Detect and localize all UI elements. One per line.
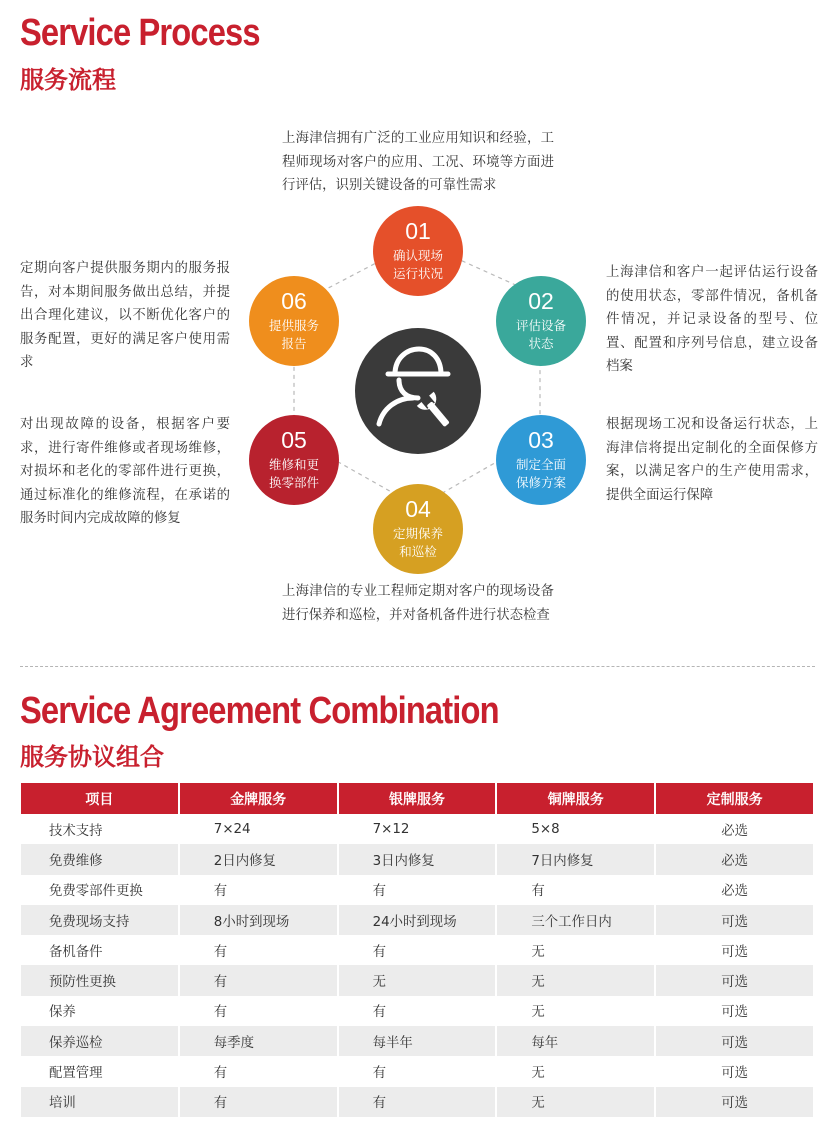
step-number: 03 [528,427,554,453]
step-06-circle [249,276,339,366]
table-cell: 有 [213,1005,228,1021]
table-cell: 培训 [21,1087,178,1117]
table-cell: 可选 [656,1087,813,1117]
table-cell: 预防性更换 [21,965,178,995]
table-cell: 免费现场支持 [21,905,178,935]
table-cell: 3日内修复 [339,844,496,874]
table-cell: 有 [372,1005,386,1021]
table-cell: 24小时到现场 [339,905,496,935]
table-row [21,875,813,905]
table-row [21,935,813,965]
step-05-circle [249,415,339,505]
table-cell: 有 [339,1087,496,1117]
table-cell: 有 [213,944,228,960]
table-cell: 三个工作日内 [497,905,654,935]
table-cell: 可选 [656,965,813,995]
step-03-description: 根据现场工况和设备运行状态，上海津信将提出定制化的全面保修方案，以满足客户的生产使用需求，提供全面运行保障 [606,417,818,503]
table-cell: 可选 [721,944,748,960]
step-04-circle [373,484,463,574]
section-title-cn: 服务流程 [20,66,116,94]
table-row [21,1056,813,1086]
table-cell: 有 [372,944,386,960]
table-row [21,814,813,844]
table-row [21,905,813,935]
table-cell: 必选 [656,844,813,874]
table-cell: 无 [531,1005,545,1021]
table-cell: 无 [497,965,654,995]
table-row [21,844,813,874]
table-cell: 无 [531,1066,545,1082]
table-cell: 技术支持 [49,823,103,839]
step-number: 02 [528,288,554,314]
table-cell: 无 [497,1087,654,1117]
table-cell: 可选 [721,1066,748,1082]
table-cell: 有 [531,884,545,900]
step-05-description: 对出现故障的设备，根据客户要求，进行寄件维修或者现场维修，对损坏和老化的零部件进行更换，通过标准化的维修流程，在承诺的服务时间内完成故障的修复 [20,417,230,527]
table-cell: 有 [180,1087,337,1117]
table-cell: 保养 [49,1005,76,1021]
table-cell: 有 [372,884,386,900]
step-label: 提供服务报告 [268,318,319,351]
table-row [21,996,813,1026]
table-cell: 必选 [721,823,748,839]
table-cell: 必选 [721,884,748,900]
table-cell: 每半年 [339,1026,496,1056]
table-cell: 免费零部件更换 [49,884,143,900]
engineer-with-wrench-icon [355,328,481,454]
table-cell: 有 [213,884,228,900]
table-cell: 7日内修复 [497,844,654,874]
table-cell: 2日内修复 [180,844,337,874]
table-cell: 配置管理 [49,1066,103,1082]
step-06-description: 定期向客户提供服务期内的服务报告，对本期间服务做出总结，并提出合理化建议，以不断优化客户的服务配置，更好的满足客户使用需求 [20,261,230,371]
step-label: 维修和更换零部件 [268,457,319,490]
table-row [21,965,813,995]
step-number: 04 [405,496,431,522]
step-number: 06 [281,288,307,314]
column-header: 定制服务 [656,783,813,814]
step-number: 01 [405,218,431,244]
agreement-title-cn: 服务协议组合 [20,743,164,771]
table-cell: 可选 [721,1005,748,1021]
step-03-circle [496,415,586,505]
table-row [21,1026,813,1056]
table-cell: 7×12 [372,821,410,837]
table-cell: 每年 [497,1026,654,1056]
step-01-circle [373,206,463,296]
table-cell: 免费维修 [21,844,178,874]
table-cell: 可选 [656,1026,813,1056]
column-header: 铜牌服务 [497,783,654,814]
table-cell: 无 [339,965,496,995]
table-cell: 可选 [656,905,813,935]
agreement-title-en: Service Agreement Combination [20,690,499,732]
table-header-row [21,783,813,814]
table-cell: 有 [180,965,337,995]
step-number: 05 [281,427,307,453]
section-divider [20,666,815,667]
service-agreement-table [19,783,815,1117]
step-02-circle [496,276,586,366]
step-02-description: 上海津信和客户一起评估运行设备的使用状态，零部件情况，备机备件情况，并记录设备的型号、位置、配置和序列号信息，建立设备档案 [606,265,818,375]
step-label: 确认现场运行状况 [392,248,443,281]
column-header: 金牌服务 [180,783,337,814]
table-cell: 每季度 [180,1026,337,1056]
column-header: 银牌服务 [339,783,496,814]
table-cell: 有 [213,1066,228,1082]
table-row [21,1087,813,1117]
step-label: 制定全面保修方案 [515,457,566,490]
table-cell: 保养巡检 [21,1026,178,1056]
section-title-en: Service Process [20,12,260,54]
step-04-description: 上海津信的专业工程师定期对客户的现场设备进行保养和巡检，并对备机备件进行状态检查 [282,584,554,623]
column-header: 项目 [21,783,178,814]
step-label: 评估设备状态 [515,318,566,351]
table-cell: 有 [372,1066,386,1082]
table-cell: 备机备件 [49,944,103,960]
step-label: 定期保养和巡检 [392,526,443,559]
center-hub [355,328,481,454]
table-cell: 8小时到现场 [180,905,337,935]
step-01-description: 上海津信拥有广泛的工业应用知识和经验，工程师现场对客户的应用、工况、环境等方面进行评估，识别关键设备的可靠性需求 [282,131,554,194]
table-cell: 7×24 [213,821,251,837]
table-cell: 无 [531,944,545,960]
table-cell: 5×8 [531,821,560,837]
